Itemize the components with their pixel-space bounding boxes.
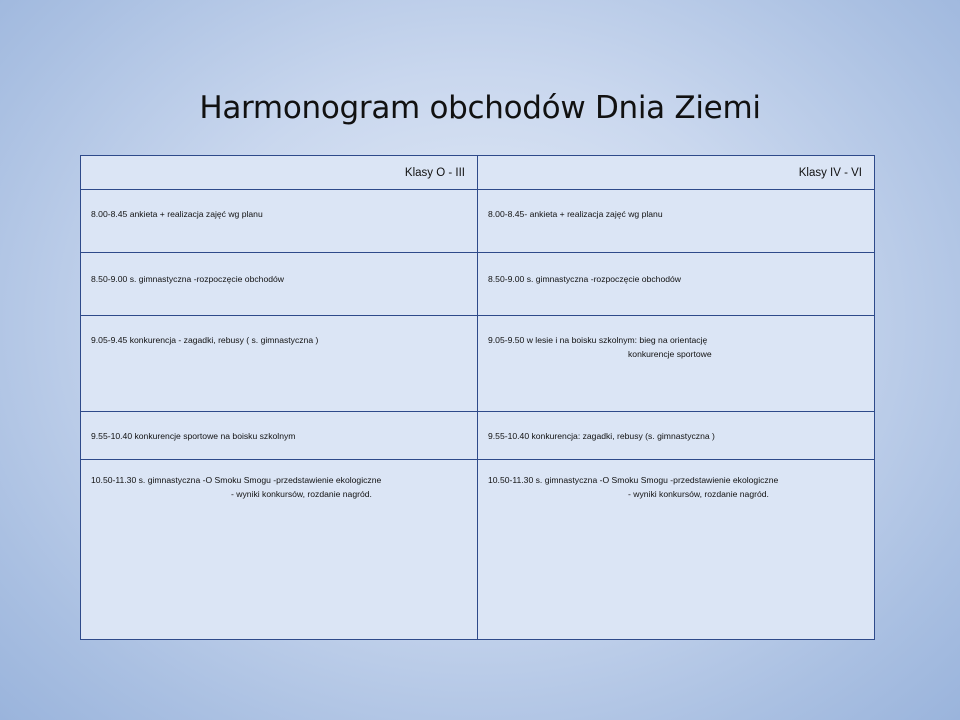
schedule-entry: 9.05-9.45 konkurencja - zagadki, rebusy ( s. gimnastyczna ): [91, 335, 319, 345]
table-cell: [478, 253, 875, 316]
schedule-entry: 8.00-8.45- ankieta + realizacja zajęć wg planu: [488, 209, 663, 219]
schedule-entry: 9.55-10.40 konkurencje sportowe na boisku szkolnym: [91, 431, 296, 441]
schedule-entry: 8.00-8.45 ankieta + realizacja zajęć wg planu: [91, 209, 263, 219]
column-header-klasy-0-3: Klasy O - III: [81, 156, 478, 190]
table-row: [81, 253, 875, 316]
schedule-entry-continuation: konkurencje sportowe: [628, 349, 712, 359]
table-row: [81, 412, 875, 460]
schedule-entry: 10.50-11.30 s. gimnastyczna -O Smoku Smogu -przedstawienie ekologiczne: [91, 475, 382, 485]
schedule-entry: 8.50-9.00 s. gimnastyczna -rozpoczęcie obchodów: [91, 274, 284, 284]
schedule-entry-continuation: - wyniki konkursów, rozdanie nagród.: [231, 489, 372, 499]
table-cell: [478, 412, 875, 460]
table-cell: [478, 316, 875, 412]
schedule-entry: 10.50-11.30 s. gimnastyczna -O Smoku Smogu -przedstawienie ekologiczne: [488, 475, 779, 485]
table-cell: [81, 412, 478, 460]
table-row: [81, 316, 875, 412]
table-cell: [81, 316, 478, 412]
column-header-klasy-4-6: Klasy IV - VI: [478, 156, 875, 190]
table-cell: [81, 253, 478, 316]
schedule-entry: 9.55-10.40 konkurencja: zagadki, rebusy (s. gimnastyczna ): [488, 431, 715, 441]
table-row: [81, 190, 875, 253]
table-header-row: [81, 156, 875, 190]
table-cell: [81, 460, 478, 640]
table-cell: [81, 190, 478, 253]
schedule-entry: 8.50-9.00 s. gimnastyczna -rozpoczęcie obchodów: [488, 274, 681, 284]
table-row: [81, 460, 875, 640]
schedule-entry-continuation: - wyniki konkursów, rozdanie nagród.: [628, 489, 769, 499]
table-cell: [478, 190, 875, 253]
schedule-entry: 9.05-9.50 w lesie i na boisku szkolnym: bieg na orientację: [488, 335, 708, 345]
table-cell: [478, 460, 875, 640]
schedule-table: [80, 155, 875, 640]
page-title: Harmonogram obchodów Dnia Ziemi: [199, 90, 761, 126]
